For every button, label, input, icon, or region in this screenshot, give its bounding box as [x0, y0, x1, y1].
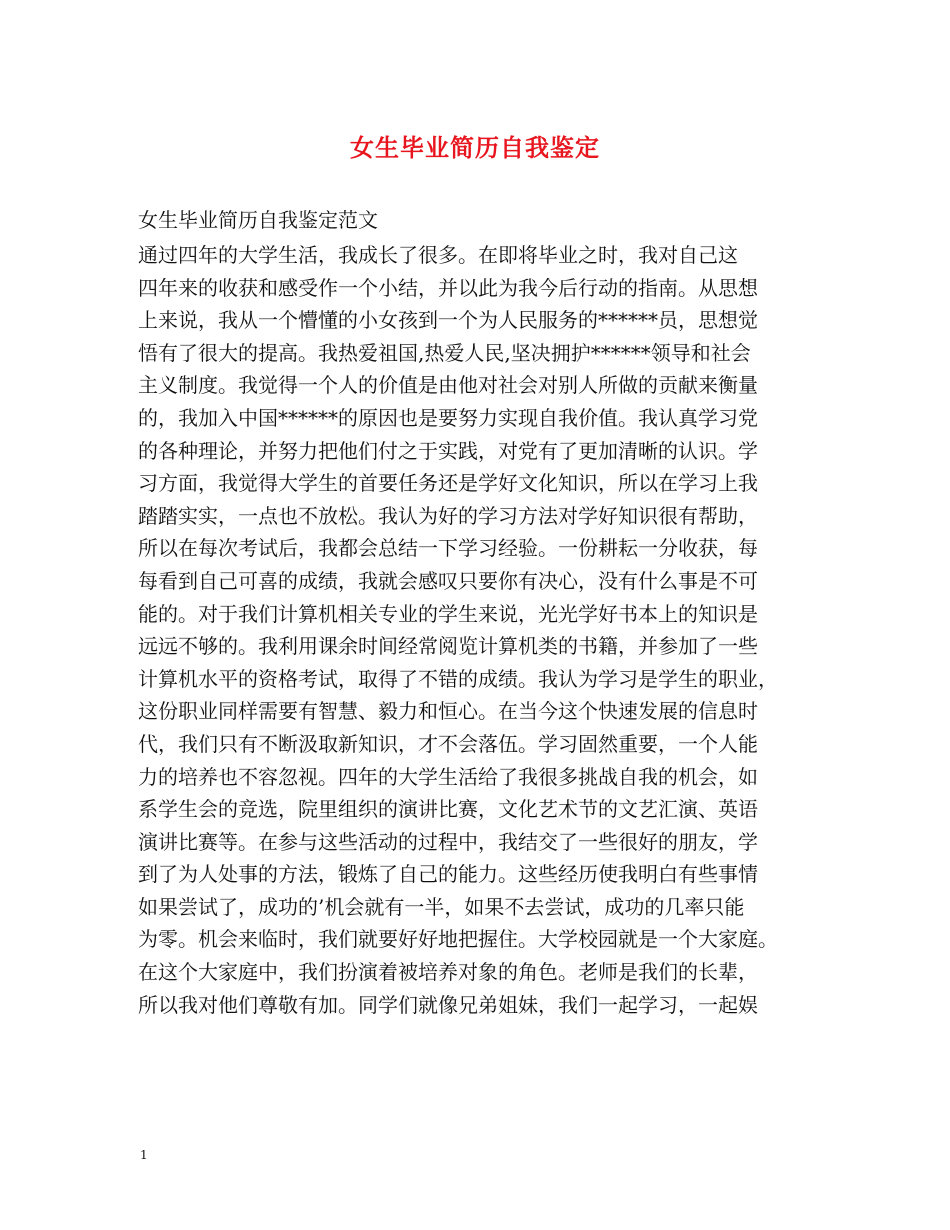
- body-line: 每看到自己可喜的成绩，我就会感叹只要你有决心，没有什么事是不可: [138, 568, 758, 593]
- body-line: 习方面，我觉得大学生的首要任务还是学好文化知识，所以在学习上我: [138, 471, 758, 496]
- body-line: 能的。对于我们计算机相关专业的学生来说，光光学好书本上的知识是: [138, 601, 758, 626]
- body-text: [138, 239, 818, 1021]
- body-line: 到了为人处事的方法，锻炼了自己的能力。这些经历使我明白有些事情: [138, 862, 758, 887]
- body-line: 如果尝试了，成功的’机会就有一半，如果不去尝试，成功的几率只能: [138, 894, 745, 919]
- body-line: 上来说，我从一个懵懂的小女孩到一个为人民服务的******员，思想觉: [138, 308, 758, 333]
- body-line: 主义制度。我觉得一个人的价值是由他对社会对别人所做的贡献来衡量: [138, 373, 758, 398]
- body-line: 的各种理论，并努力把他们付之于实践，对党有了更加清晰的认识。学: [138, 438, 758, 463]
- body-line: 系学生会的竞选，院里组织的演讲比赛，文化艺术节的文艺汇演、英语: [138, 797, 758, 822]
- body-line: 这份职业同样需要有智慧、毅力和恒心。在当今这个快速发展的信息时: [138, 699, 758, 724]
- body-line: 代，我们只有不断汲取新知识，才不会落伍。学习固然重要，一个人能: [138, 731, 758, 756]
- body-line: 悟有了很大的提高。我热爱祖国,热爱人民,坚决拥护******领导和社会: [138, 340, 751, 365]
- body-line: 通过四年的大学生活，我成长了很多。在即将毕业之时，我对自己这: [138, 243, 738, 267]
- body-line: 计算机水平的资格考试，取得了不错的成绩。我认为学习是学生的职业，: [138, 666, 778, 691]
- body-line: 四年来的收获和感受作一个小结，并以此为我今后行动的指南。从思想: [138, 275, 758, 300]
- document-subtitle: 女生毕业简历自我鉴定范文: [138, 208, 378, 232]
- body-line: 力的培养也不容忽视。四年的大学生活给了我很多挑战自我的机会，如: [138, 764, 758, 789]
- body-line: 为零。机会来临时，我们就要好好地把握住。大学校园就是一个大家庭。: [138, 927, 778, 952]
- body-line: 演讲比赛等。在参与这些活动的过程中，我结交了一些很好的朋友，学: [138, 829, 758, 854]
- body-line: 在这个大家庭中，我们扮演着被培养对象的角色。老师是我们的长辈，: [138, 960, 758, 985]
- body-line: 的，我加入中国******的原因也是要努力实现自我价值。我认真学习党: [138, 405, 758, 430]
- body-line: 所以我对他们尊敬有加。同学们就像兄弟姐妹，我们一起学习，一起娱: [138, 992, 758, 1017]
- body-line: 踏踏实实，一点也不放松。我认为好的学习方法对学好知识很有帮助，: [138, 503, 758, 528]
- body-line: 所以在每次考试后，我都会总结一下学习经验。一份耕耘一分收获，每: [138, 536, 758, 561]
- page-number: 1: [140, 1148, 148, 1162]
- body-line: 远远不够的。我利用课余时间经常阅览计算机类的书籍，并参加了一些: [138, 634, 758, 659]
- document-title: 女生毕业简历自我鉴定: [350, 133, 600, 162]
